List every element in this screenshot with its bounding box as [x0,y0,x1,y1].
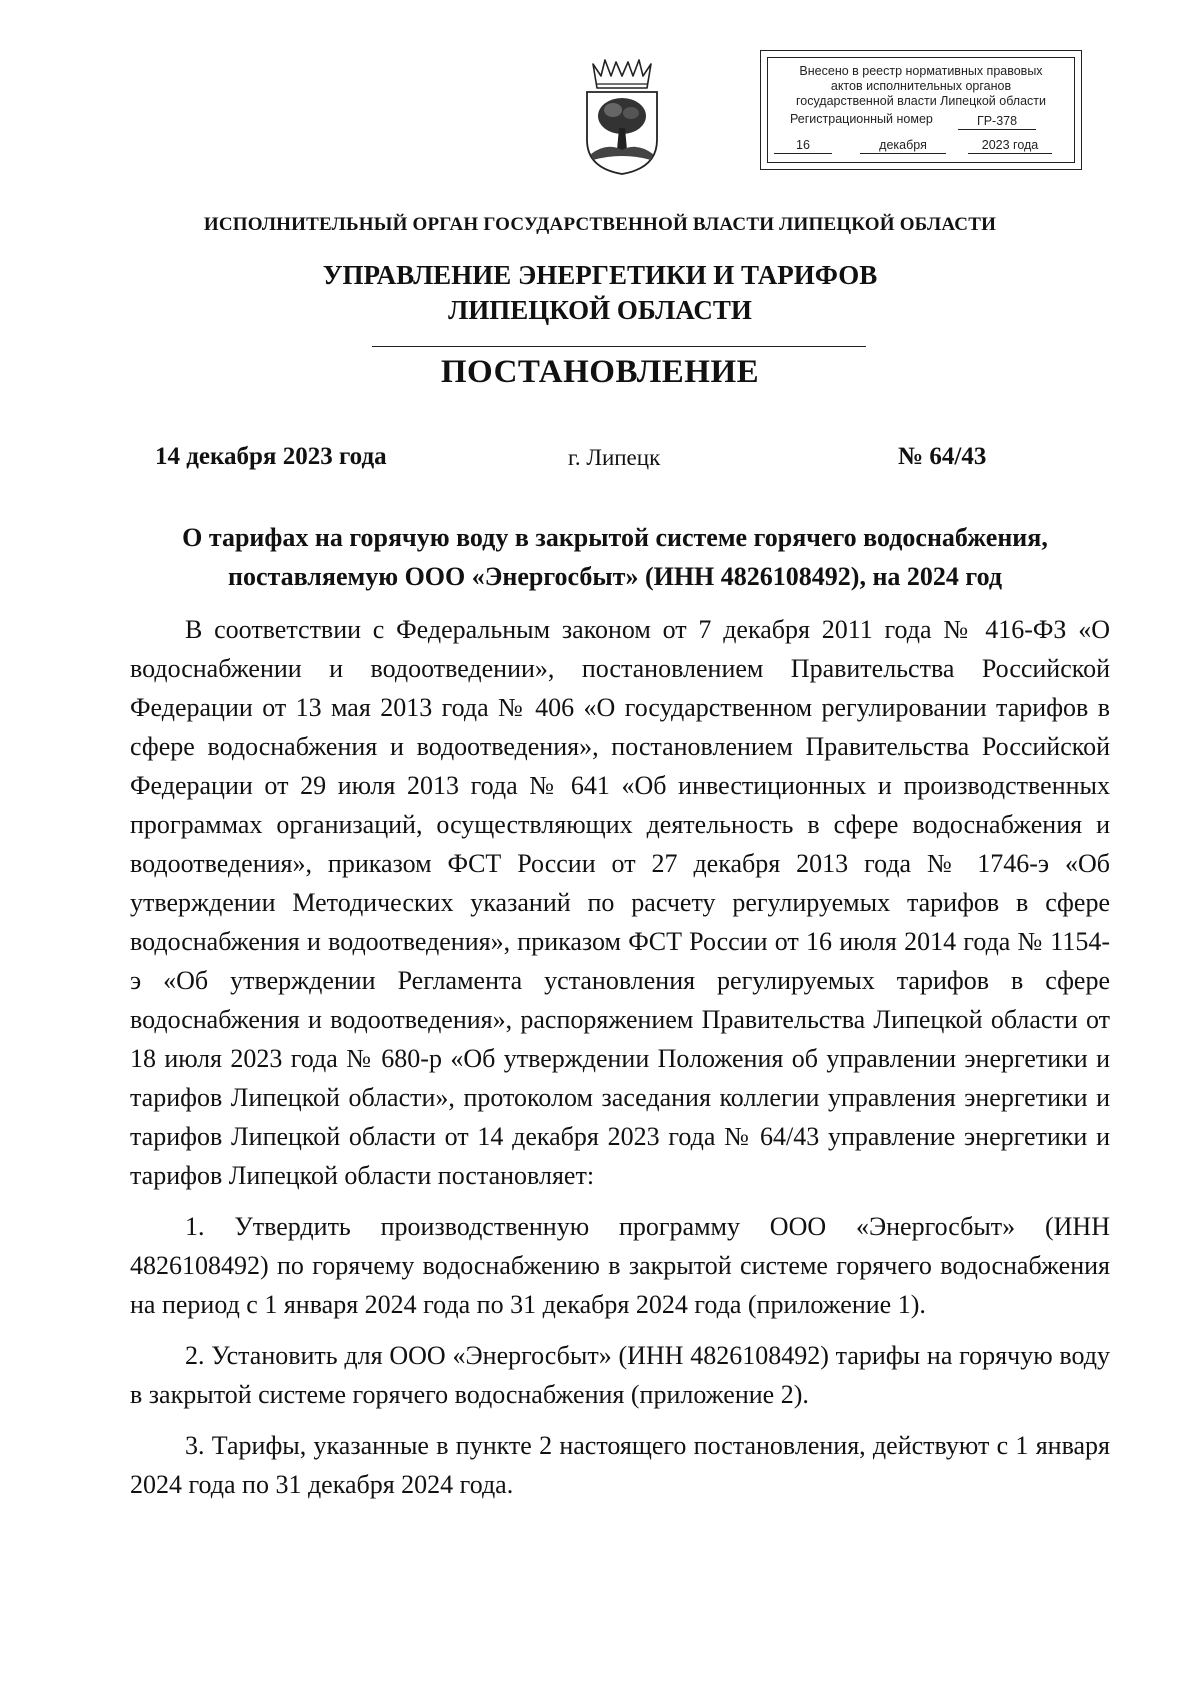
document-number: № 64/43 [898,443,987,470]
stamp-line-1: Внесено в реестр нормативных правовых [799,64,1043,78]
clause-1: 1. Утвердить производственную программу ООО «Энергосбыт» (ИНН 4826108492) по горячему водоснабжению в закрытой системе горячего водоснабжения на период с 1 января 2024 года по 31 декабря 2024 года (приложение 1). [130,1212,1110,1319]
stamp-month: декабря [860,138,946,154]
clause-2: 2. Установить для ООО «Энергосбыт» (ИНН 4826108492) тарифы на горячую воду в закрытой системе горячего водоснабжения (приложение 2). [130,1341,1110,1409]
authority-name: ИСПОЛНИТЕЛЬНЫЙ ОРГАН ГОСУДАРСТВЕННОЙ ВЛАСТИ ЛИПЕЦКОЙ ОБЛАСТИ [203,214,997,235]
department-name [0,258,1200,328]
document-title [130,518,1100,596]
clause-3: 3. Тарифы, указанные в пункте 2 настоящего постановления, действуют с 1 января 2024 года по 31 декабря 2024 года. [130,1431,1110,1499]
document-body [130,610,1110,1504]
registration-stamp [760,50,1082,170]
department-line-2: ЛИПЕЦКОЙ ОБЛАСТИ [448,295,752,325]
coat-of-arms-icon [583,58,661,176]
stamp-year: 2023 года [968,138,1052,154]
preamble-paragraph: В соответствии с Федеральным законом от 7 декабря 2011 года № 416-ФЗ «О водоснабжении и водоотведении», постановлением Правительства Российской Федерации от 13 мая 2013 года № 406 «О государственном регулировании тарифов в сфере водоснабжения и водоотведения», постановлением Правительства Российской Федерации от 29 июля 2013 года № 641 «Об инвестиционных и производственных программах организаций, осуществляющих деятельность в сфере водоснабжения и водоотведения», приказом ФСТ России от 27 декабря 2013 года № 1746-э «Об утверждении Методических указаний по расчету регулируемых тарифов в сфере водоснабжения и водоотведения», приказом ФСТ России от 16 июля 2014 года № 1154-э «Об утверждении Регламента установления регулируемых тарифов в сфере водоснабжения и водоотведения», распоряжением Правительства Липецкой области от 18 июля 2023 года № 680-р «Об утверждении Положения об управлении энергетики и тарифов Липецкой области», протоколом заседания коллегии управления энергетики и тарифов Липецкой области от 14 декабря 2023 года № 64/43 управление энергетики и тарифов Липецкой области постановляет: [130,615,1110,1190]
title-line-1: О тарифах на горячую воду в закрытой системе горячего водоснабжения, [182,523,1048,552]
document-type: ПОСТАНОВЛЕНИЕ [440,354,760,390]
stamp-line-2: актов исполнительных органов [830,79,1012,93]
stamp-reg-label: Регистрационный номер [790,112,933,126]
stamp-day: 16 [774,138,832,154]
stamp-line-3: государственной власти Липецкой области [795,94,1047,108]
header-divider [372,346,866,347]
document-date: 14 декабря 2023 года [155,443,387,470]
title-line-2: поставляемую ООО «Энергосбыт» (ИНН 4826108492), на 2024 год [228,562,1002,591]
document-city: г. Липецк [568,445,661,470]
stamp-reg-number: ГР-378 [958,114,1036,130]
department-line-1: УПРАВЛЕНИЕ ЭНЕРГЕТИКИ И ТАРИФОВ [322,260,878,290]
